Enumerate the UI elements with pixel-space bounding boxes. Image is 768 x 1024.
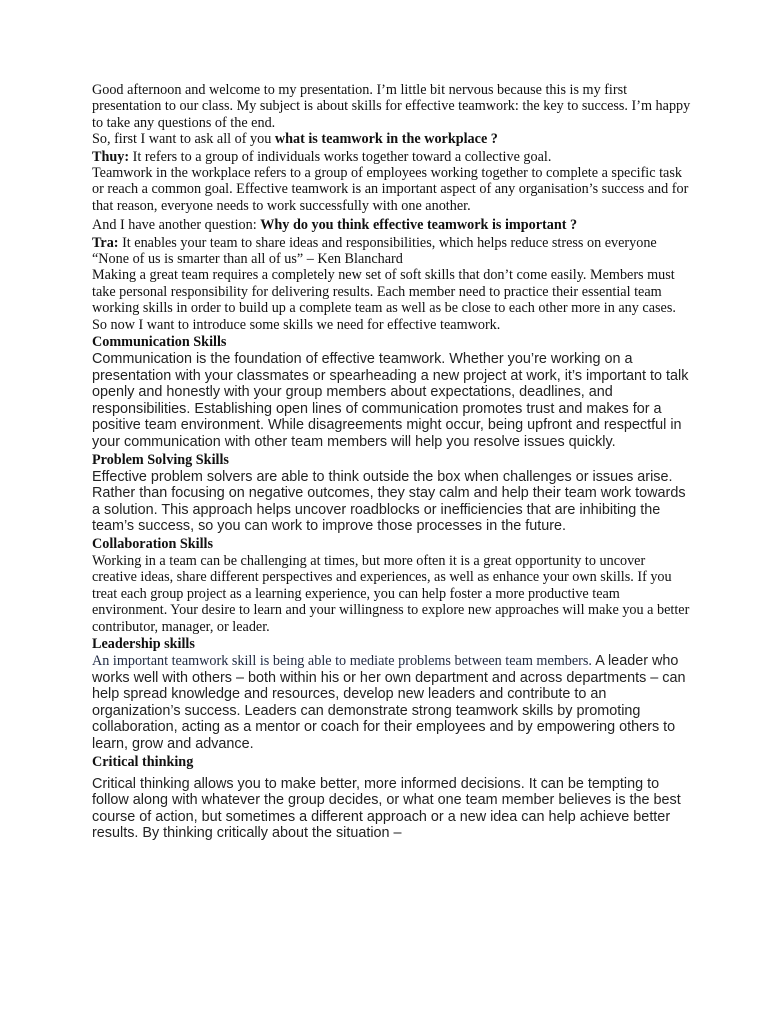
question-one-prefix: So, first I want to ask all of you <box>92 131 275 148</box>
question-two-bold: Why do you think effective teamwork is important ? <box>260 217 578 234</box>
question-two-prefix: And I have another question: <box>92 217 261 234</box>
question-one-bold: what is teamwork in the workplace ? <box>274 131 498 148</box>
answer-thuy <box>92 149 692 165</box>
teamwork-definition-paragraph: Teamwork in the workplace refers to a group of employees working together to complete a specific task or reach a common goal. Effective teamwork is an important aspect of any organisation’s success and for that reason, everyone needs to work successfully with one another. <box>92 165 689 214</box>
collaboration-heading: Collaboration Skills <box>92 536 214 553</box>
leadership-body-lead: An important teamwork skill is being able to mediate problems between team members. <box>92 653 592 670</box>
soft-skills-paragraph: Making a great team requires a completely new set of soft skills that don’t come easily. Members must take personal responsibility for delivering results. Each member need to practice their essential team working skills in order to build up a complete team as well as be close to each other more in any cases. <box>92 267 676 317</box>
critical-thinking-body: Critical thinking allows you to make better, more informed decisions. It can be tempting to follow along with whatever the group decides, or what one team member believes is the best course of action, but sometimes a different approach or a new idea can help achieve better results. By thinking critically about the situation – <box>92 775 681 842</box>
answer-thuy-text: It refers to a group of individuals works together toward a collective goal. <box>129 148 552 165</box>
quote: “None of us is smarter than all of us” – Ken Blanchard <box>92 251 403 268</box>
intro-paragraph: Good afternoon and welcome to my presentation. I’m little bit nervous because this is my first presentation to our class. My subject is about skills for effective teamwork: the key to success. I’m happy to take any questions of the end. <box>92 82 691 131</box>
leadership-body-rest: A leader who works well with others – both within his or her own department and across departments – can help spread knowledge and resources, develop new leaders and contribute to an organization’s success. Leaders can demonstrate strong teamwork skills by promoting collaboration, acting as a mentor or coach for their employees and by empowering others to learn, grow and advance. <box>92 653 686 753</box>
communication-body: Communication is the foundation of effective teamwork. Whether you’re working on a presentation with your classmates or spearheading a new project at work, it’s important to talk openly and honestly with your group members about expectations, deadlines, and responsibilities. Establishing open lines of communication promotes trust and makes for a positive team environment. While disagreements might occur, being upfront and respectful in your communication with other team members will help you resolve issues quickly. <box>92 351 689 451</box>
speaker-tra: Tra: <box>92 234 119 251</box>
problem-solving-heading: Problem Solving Skills <box>92 451 229 468</box>
question-two <box>92 217 692 233</box>
collaboration-body: Working in a team can be challenging at times, but more often it is a great opportunity to uncover creative ideas, share different perspectives and experiences, as well as enhance your own skills. If you treat each group project as a learning experience, you can help foster a more productive team environment. Your desire to learn and your willingness to explore new approaches will make you a better contributor, manager, or leader. <box>92 553 690 635</box>
leadership-body <box>92 653 692 753</box>
leadership-heading: Leadership skills <box>92 636 195 653</box>
problem-solving-body: Effective problem solvers are able to think outside the box when challenges or issues arise. Rather than focusing on negative outcomes, they stay calm and help their team work towards a solution. This approach helps uncover roadblocks or inefficiencies that are inhibiting the team’s success, so you can work to improve those processes in the future. <box>92 468 686 535</box>
answer-tra-text: It enables your team to share ideas and responsibilities, which helps reduce stress on everyone <box>118 234 657 251</box>
document-page <box>92 82 692 842</box>
question-one <box>92 131 692 147</box>
answer-tra <box>92 235 692 251</box>
critical-thinking-heading: Critical thinking <box>92 753 194 770</box>
communication-heading: Communication Skills <box>92 334 227 351</box>
skills-intro-paragraph: So now I want to introduce some skills we need for effective teamwork. <box>92 316 501 333</box>
speaker-thuy: Thuy: <box>92 148 130 165</box>
